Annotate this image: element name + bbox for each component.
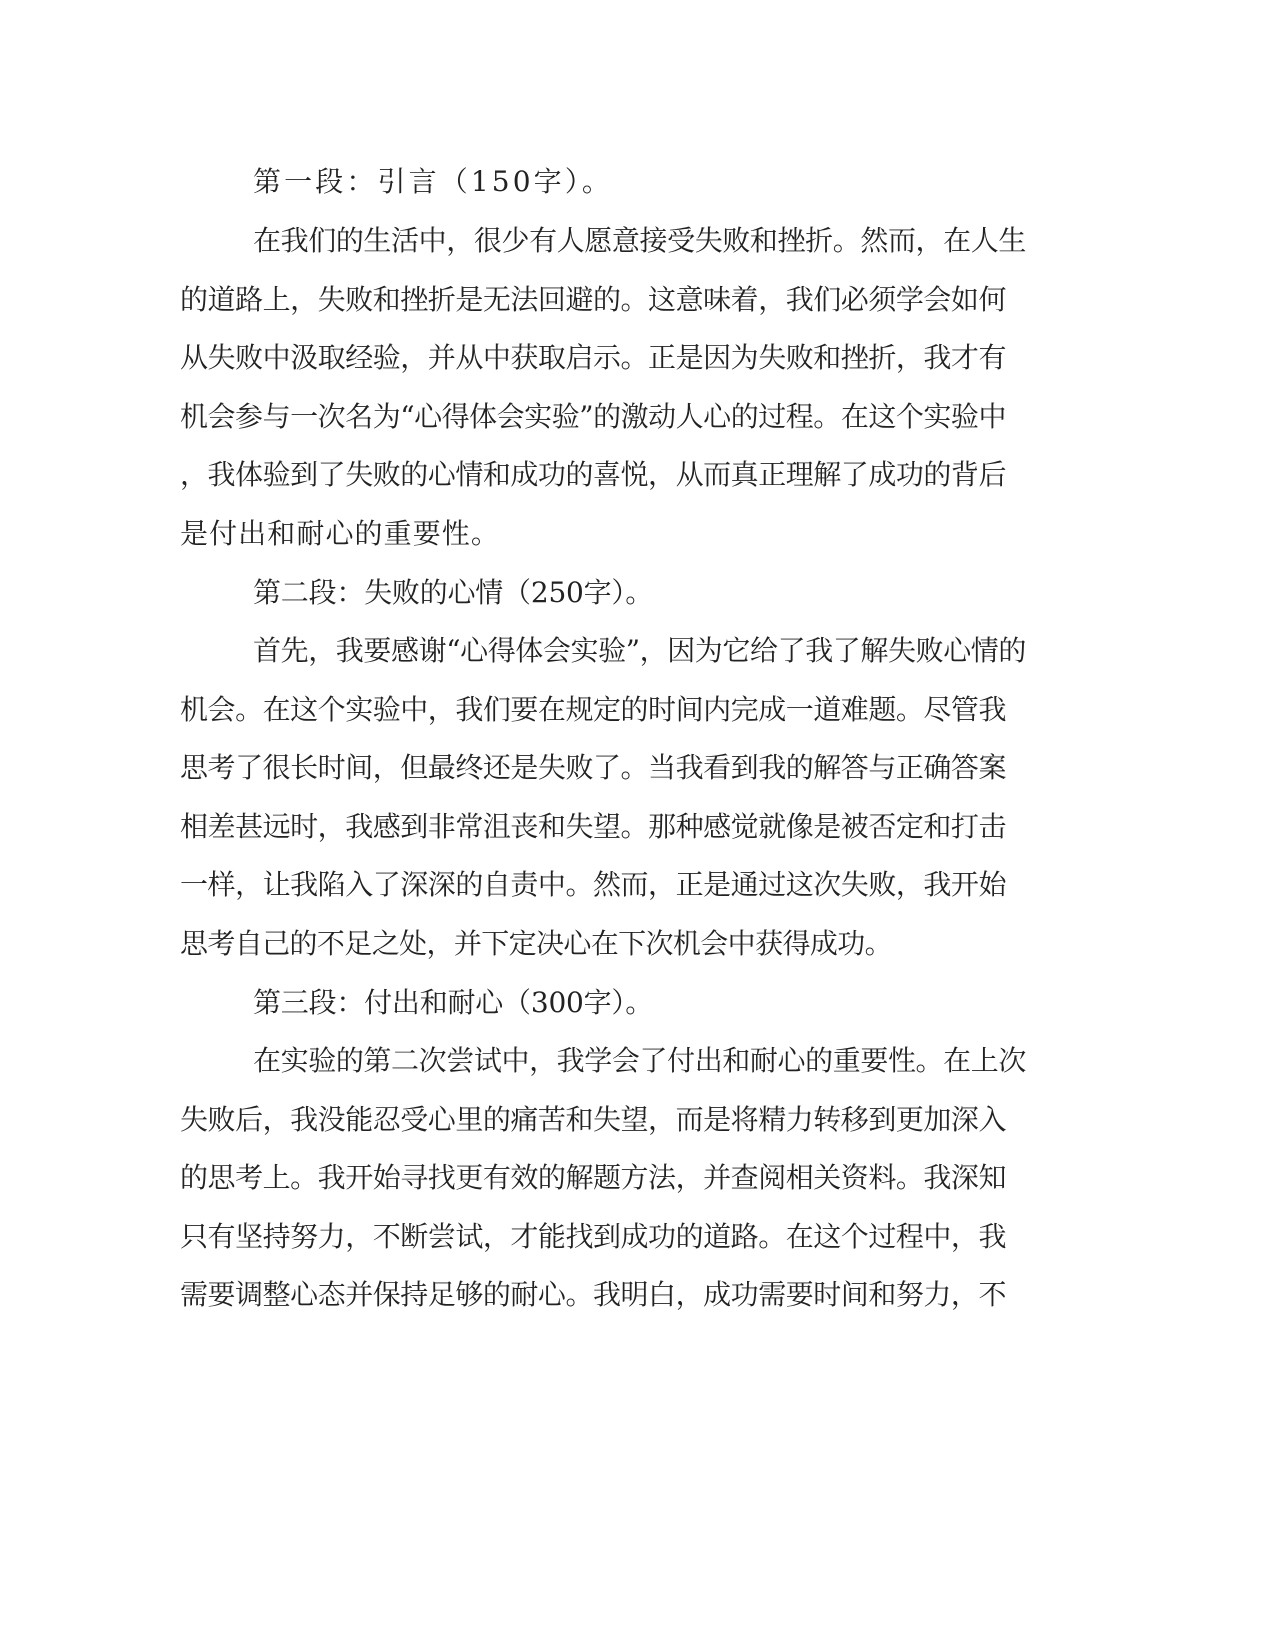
paragraph-line: 思考了很长时间，但最终还是失败了。当我看到我的解答与正确答案 bbox=[180, 751, 1006, 784]
section-heading: 第一段：引言（150字）。 bbox=[253, 165, 613, 198]
paragraph-line: 相差甚远时，我感到非常沮丧和失望。那种感觉就像是被否定和打击 bbox=[180, 810, 1006, 843]
paragraph-line: 失败后，我没能忍受心里的痛苦和失望，而是将精力转移到更加深入 bbox=[180, 1103, 1006, 1136]
paragraph-line: 机会参与一次名为“心得体会实验”的激动人心的过程。在这个实验中 bbox=[180, 400, 1006, 433]
paragraph-line: 是付出和耐心的重要性。 bbox=[180, 517, 500, 550]
paragraph-line: 思考自己的不足之处，并下定决心在下次机会中获得成功。 bbox=[180, 927, 892, 960]
paragraph-line: 机会。在这个实验中，我们要在规定的时间内完成一道难题。尽管我 bbox=[180, 693, 1006, 726]
section-heading: 第三段：付出和耐心（300字）。 bbox=[253, 986, 653, 1019]
paragraph-line: 在我们的生活中，很少有人愿意接受失败和挫折。然而，在人生 bbox=[253, 224, 1026, 257]
paragraph-line: 在实验的第二次尝试中，我学会了付出和耐心的重要性。在上次 bbox=[253, 1044, 1026, 1077]
paragraph-line: 从失败中汲取经验，并从中获取启示。正是因为失败和挫折，我才有 bbox=[180, 341, 1006, 374]
paragraph-line: 的思考上。我开始寻找更有效的解题方法，并查阅相关资料。我深知 bbox=[180, 1161, 1006, 1194]
paragraph-line: ，我体验到了失败的心情和成功的喜悦，从而真正理解了成功的背后 bbox=[180, 458, 1006, 491]
paragraph-line: 一样，让我陷入了深深的自责中。然而，正是通过这次失败，我开始 bbox=[180, 868, 1006, 901]
paragraph-line: 只有坚持努力，不断尝试，才能找到成功的道路。在这个过程中，我 bbox=[180, 1220, 1006, 1253]
paragraph-line: 首先，我要感谢“心得体会实验”，因为它给了我了解失败心情的 bbox=[253, 634, 1026, 667]
section-heading: 第二段：失败的心情（250字）。 bbox=[253, 576, 653, 609]
paragraph-line: 需要调整心态并保持足够的耐心。我明白，成功需要时间和努力，不 bbox=[180, 1278, 1006, 1311]
paragraph-line: 的道路上，失败和挫折是无法回避的。这意味着，我们必须学会如何 bbox=[180, 283, 1006, 316]
